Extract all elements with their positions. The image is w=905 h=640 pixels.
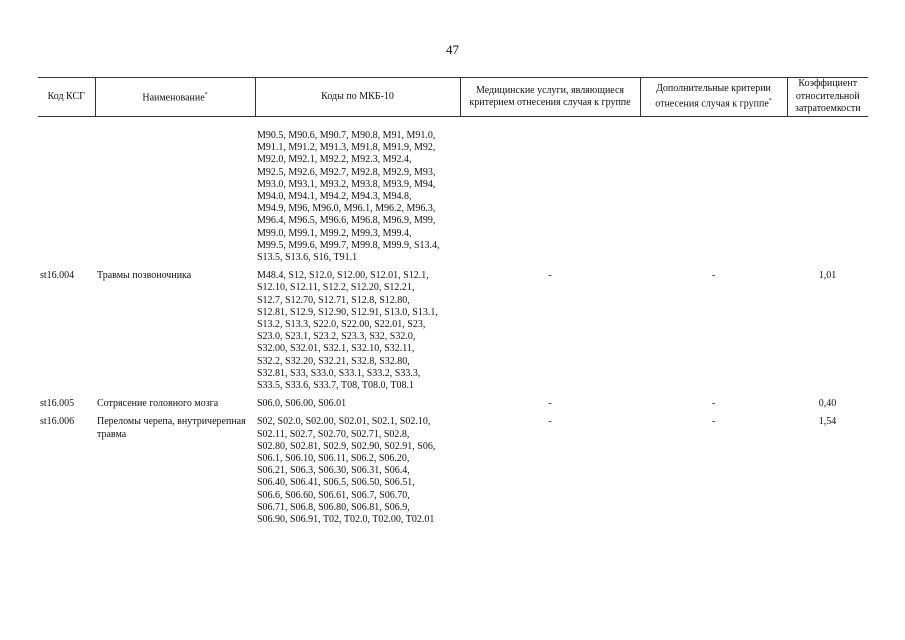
- mkb-code-line: S23.0, S23.1, S23.2, S23.3, S32, S32.0,: [257, 331, 416, 343]
- row-code: st16.006: [40, 416, 75, 428]
- mkb-code-line: M90.5, M90.6, M90.7, M90.8, M91, M91.0,: [257, 130, 436, 141]
- row-coef: 0,40: [818, 398, 837, 410]
- row-services: -: [548, 416, 552, 428]
- row-services: -: [548, 270, 552, 282]
- row-coef: [787, 117, 868, 265]
- mkb-code-line: S32.2, S32.20, S32.21, S32.8, S32.80,: [257, 355, 410, 367]
- mkb-code-line: S06.40, S06.41, S06.5, S06.50, S06.51,: [257, 477, 415, 489]
- row-additional: -: [711, 416, 716, 428]
- mkb-code-line: S32.81, S33, S33.0, S33.1, S33.2, S33.3,: [257, 367, 421, 379]
- mkb-code-line: M92.5, M92.6, M92.7, M92.8, M92.9, M93,: [257, 166, 436, 178]
- row-coef: 1,54: [818, 416, 837, 428]
- ksg-table: [38, 77, 868, 526]
- table-row: [38, 264, 868, 392]
- mkb-code-line: M99.5, M99.6, M99.7, M99.8, M99.9, S13.4,: [257, 239, 440, 251]
- mkb-code-line: S06.0, S06.00, S06.01: [257, 398, 347, 410]
- page-number: 47: [446, 42, 459, 57]
- mkb-code-line: S13.5, S13.6, S16, T91.1: [257, 252, 358, 264]
- header-code: Код КСГ: [38, 78, 95, 117]
- mkb-code-line: S06.71, S06.8, S06.80, S06.81, S06.9,: [257, 501, 410, 513]
- row-mkb-codes: [255, 410, 460, 526]
- mkb-code-line: S12.81, S12.9, S12.90, S12.91, S13.0, S13.1,: [257, 306, 438, 318]
- mkb-code-line: S33.5, S33.6, S33.7, T08, T08.0, T08.1: [257, 380, 414, 392]
- row-name: Сотрясение головного мозга: [97, 398, 219, 410]
- row-name: Травмы позвоночника: [97, 270, 192, 282]
- row-services: [460, 117, 640, 265]
- mkb-code-line: S32.00, S32.01, S32.1, S32.10, S32.11,: [257, 343, 415, 355]
- table-row: [38, 117, 868, 265]
- row-services: -: [548, 398, 552, 410]
- mkb-code-line: M94.0, M94.1, M94.2, M94.3, M94.8,: [257, 191, 412, 203]
- mkb-code-line: M93.0, M93.1, M93.2, M93.8, M93.9, M94,: [257, 178, 436, 190]
- table-row: [38, 392, 868, 410]
- header-services: Медицинские услуги, являющиеся критерием отнесения случая к группе: [460, 78, 640, 117]
- mkb-code-line: S02, S02.0, S02.00, S02.01, S02.1, S02.10,: [257, 416, 431, 428]
- header-additional: Дополнительные критерии отнесения случая к группе*: [640, 78, 787, 117]
- mkb-code-line: M94.9, M96, M96.0, M96.1, M96.2, M96.3,: [257, 203, 436, 215]
- row-name: Переломы черепа, внутричерепная травма: [97, 416, 246, 440]
- mkb-code-line: M48.4, S12, S12.0, S12.00, S12.01, S12.1,: [257, 270, 429, 282]
- table-row: [38, 410, 868, 526]
- table-header: [38, 78, 868, 117]
- row-mkb-codes: [255, 392, 460, 410]
- mkb-code-line: M96.4, M96.5, M96.6, M96.8, M96.9, M99,: [257, 215, 436, 227]
- mkb-code-line: S12.7, S12.70, S12.71, S12.8, S12.80,: [257, 294, 410, 306]
- mkb-code-line: M91.1, M91.2, M91.3, M91.8, M91.9, M92,: [257, 142, 436, 154]
- row-name: [95, 117, 255, 265]
- mkb-code-line: S06.1, S06.10, S06.11, S06.2, S06.20,: [257, 453, 410, 465]
- header-coef: Коэффициент относительной затратоемкости: [787, 78, 868, 117]
- row-additional: [640, 117, 787, 265]
- mkb-code-line: S12.10, S12.11, S12.2, S12.20, S12.21,: [257, 282, 415, 294]
- row-additional: -: [711, 398, 716, 410]
- header-mkb: Коды по МКБ-10: [255, 78, 460, 117]
- mkb-code-line: S02.11, S02.7, S02.70, S02.71, S02.8,: [257, 428, 410, 440]
- row-coef: 1,01: [818, 270, 837, 282]
- mkb-code-line: S02.80, S02.81, S02.9, S02.90, S02.91, S06,: [257, 440, 436, 452]
- header-name: Наименование*: [95, 78, 255, 117]
- mkb-code-line: S06.6, S06.60, S06.61, S06.7, S06.70,: [257, 489, 410, 501]
- mkb-code-line: S13.2, S13.3, S22.0, S22.00, S22.01, S23,: [257, 319, 426, 331]
- mkb-code-line: M99.0, M99.1, M99.2, M99.3, M99.4,: [257, 227, 412, 239]
- mkb-code-line: S06.90, S06.91, T02, T02.0, T02.00, T02.01: [257, 514, 435, 526]
- mkb-code-line: M92.0, M92.1, M92.2, M92.3, M92.4,: [257, 154, 412, 166]
- row-code: [38, 117, 95, 265]
- row-mkb-codes: [255, 264, 460, 392]
- row-mkb-codes: [255, 117, 460, 265]
- row-additional: -: [711, 270, 716, 282]
- mkb-code-line: S06.21, S06.3, S06.30, S06.31, S06.4,: [257, 465, 410, 477]
- row-code: st16.004: [40, 270, 75, 282]
- row-code: st16.005: [40, 398, 75, 410]
